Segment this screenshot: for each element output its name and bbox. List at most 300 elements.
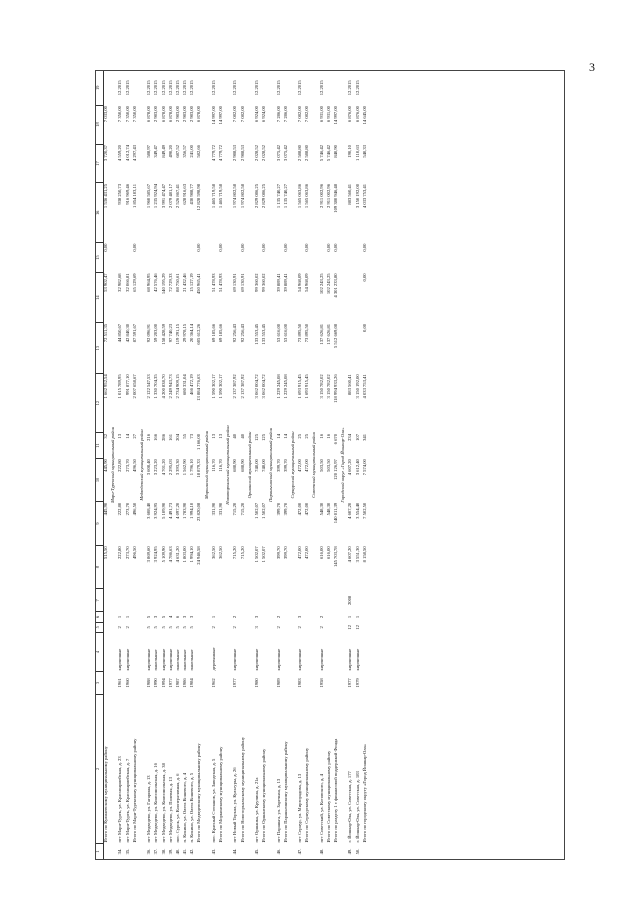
table-cell: 69 130,91 [232, 273, 238, 292]
table-cell [104, 632, 112, 671]
table-cell: 12.2015 [153, 80, 159, 96]
table-cell [305, 612, 312, 622]
table-cell: 1 803,00 [182, 546, 188, 563]
table-cell: 588,97 [146, 145, 152, 158]
table-cell: 445,90 [103, 459, 108, 472]
table-cell: 53 616,00 [275, 323, 281, 343]
table-cell: 3 150 782,02 [325, 374, 331, 399]
table-cell: 4 786,63 [167, 546, 173, 563]
table-cell: 13 [117, 433, 123, 439]
table-cell: 54 968,09 [297, 273, 303, 292]
table-cell: панельные [174, 649, 180, 671]
table-cell: 3 223,20 [153, 459, 159, 476]
table-cell: 18 879,33 [196, 459, 202, 478]
table-cell: 48. [318, 848, 324, 855]
table-cell [241, 843, 248, 859]
table-cell: 5 [167, 626, 173, 629]
table-cell: 222,80 [117, 546, 123, 559]
table-cell: 51 478,93 [218, 273, 223, 292]
table-cell: 40. [174, 848, 180, 855]
table-cell [241, 612, 248, 622]
table-cell [219, 622, 226, 632]
table-cell: Итого по Оршанскому муниципальному району [261, 748, 267, 843]
table-cell: 5 109,90 [160, 546, 166, 563]
table-cell: 2 911 002,96 [318, 184, 324, 208]
table-cell: 118 994 933,26 [333, 374, 338, 403]
table-cell: 1 166,00 [196, 433, 202, 451]
table-cell: 4 033 753,41 [361, 374, 367, 399]
table-cell: кирпичные [146, 648, 152, 671]
table-cell: 688,90 [232, 459, 238, 472]
table-cell: 1 [117, 615, 123, 619]
table-cell: 2 079 481,17 [167, 184, 173, 209]
table-cell [327, 622, 334, 632]
table-cell: 73 895,50 [304, 323, 310, 343]
table-cell: кирпичные [354, 648, 360, 671]
table-cell [104, 612, 112, 622]
table-cell: 5 [160, 626, 166, 629]
table-cell [334, 622, 341, 632]
table-cell [334, 612, 341, 622]
table-cell: 0,00 [361, 243, 367, 252]
table-cell [334, 632, 341, 671]
table-cell: 32 066,81 [124, 273, 130, 292]
table-cell: 23 820,08 [196, 502, 202, 522]
table-cell: 107 [354, 433, 360, 441]
table-cell [363, 612, 370, 622]
table-cell: 3 150 192,00 [354, 184, 360, 209]
table-cell: 715,20 [232, 546, 238, 559]
capital-repair-table [95, 70, 370, 860]
table-cell: 628 916,63 [182, 184, 188, 205]
table-cell: пгт Сернур, ул. Мирзорадова, д. 13 [297, 773, 303, 843]
table-cell: 605 612,26 [196, 323, 202, 345]
section-heading: Сернурский муниципальный район [289, 431, 295, 499]
table-cell: 4 559,20 [117, 145, 123, 162]
table-cell: 102 243,25 [325, 273, 331, 295]
table-cell: 119 291,15 [174, 323, 180, 345]
table-cell: 1990 [153, 678, 159, 688]
table-cell: 6 670 [333, 433, 338, 445]
table-cell: 1980 [253, 678, 259, 688]
table-cell: 1994 [160, 678, 166, 688]
table-cell: 216 [146, 433, 152, 441]
table-cell: 1960 [124, 678, 130, 688]
table-cell: 3 [253, 626, 259, 629]
table-cell: деревянные [210, 647, 216, 671]
table-cell: 286 [160, 433, 166, 441]
table-cell: 1 465 719,58 [218, 184, 223, 209]
table-cell [162, 589, 169, 612]
table-cell: панельные [189, 649, 195, 671]
table-cell: 2 983,00 [182, 106, 188, 123]
table-cell [334, 589, 341, 612]
table-cell: 362,50 [218, 546, 223, 559]
table-cell: 29 978,15 [182, 323, 188, 343]
table-cell: 12 828 598,98 [196, 184, 202, 211]
table-cell: 6 [174, 615, 180, 619]
table-cell: 938 250,73 [117, 184, 123, 205]
table-cell: 1 994,10 [189, 502, 195, 519]
table-cell: 35. [124, 848, 130, 855]
table-cell [327, 632, 334, 671]
table-cell: 1 590 302,17 [210, 374, 216, 399]
table-cell: 687,52 [174, 145, 180, 158]
table-cell: 688,90 [239, 459, 245, 472]
table-cell [305, 622, 312, 632]
table-cell [197, 589, 204, 612]
table-cell: кирпичные [318, 648, 324, 671]
table-cell: 137 626,81 [318, 323, 324, 345]
table-cell: 1 229 245,08 [282, 374, 288, 399]
table-cell: 1984 [189, 678, 195, 688]
table-cell: 273,70 [124, 502, 130, 516]
table-cell: 0,00 [239, 243, 245, 252]
table-cell [133, 612, 140, 622]
table-cell: 5 [182, 626, 188, 629]
table-cell: 87 591,67 [131, 323, 137, 343]
table-cell: 1 229 245,08 [275, 374, 281, 399]
table-cell: 2 [318, 626, 324, 629]
table-cell [262, 622, 269, 632]
table-cell: 1987 [174, 678, 180, 688]
table-cell [284, 622, 291, 632]
table-cell: 2 137 387,92 [239, 374, 245, 399]
table-cell: 12.2015 [189, 80, 195, 96]
table-cell: 1962 [210, 678, 216, 688]
table-cell: кирпичные [275, 648, 281, 671]
table-cell: 1 974 802,58 [232, 184, 238, 209]
table-cell: 97 740,23 [167, 323, 173, 343]
table-cell [262, 589, 269, 612]
table-cell: 5 [189, 626, 195, 629]
table-cell: 1983 [297, 678, 303, 688]
table-cell: 45. [253, 848, 259, 855]
table-cell: 3 150 782,02 [318, 374, 324, 399]
table-cell: 12.2015 [117, 80, 123, 96]
table-cell [104, 589, 112, 612]
table-cell: 2 [124, 626, 130, 629]
table-cell: 3 924,95 [153, 546, 159, 563]
table-cell: 16 [318, 433, 324, 439]
table-cell: 1 565 063,86 [297, 184, 303, 209]
table-cell: 2 829 086,25 [261, 184, 267, 209]
column-header: 15 [96, 243, 104, 273]
table-cell: 349,47 [153, 145, 159, 158]
page-number: 3 [589, 60, 595, 74]
table-cell: Итого по Новоторъяльскому муниципальному району [239, 736, 245, 843]
table-cell [162, 243, 169, 273]
table-cell: 4 097,20 [174, 502, 180, 519]
table-cell: 1 994,10 [189, 546, 195, 563]
table-cell: г. Йошкар-Ола, ул. Советская, д. 177 [347, 771, 353, 843]
table-cell [104, 71, 112, 106]
table-cell: 12.2015 [232, 80, 238, 96]
table-cell: 7 502,50 [361, 502, 367, 519]
table-cell: 1 330 704,35 [153, 374, 159, 399]
table-cell: 399,70 [282, 546, 288, 559]
table-cell: 99 360,02 [261, 273, 267, 292]
table-cell: 2 588,80 [297, 145, 303, 162]
table-cell [305, 71, 312, 106]
column-header: 2 [96, 694, 104, 843]
table-cell: 273,70 [124, 459, 130, 472]
table-cell [284, 71, 291, 106]
table-cell: 12.2015 [124, 80, 130, 96]
table-cell: 161 [167, 433, 173, 441]
table-cell: 99 360,02 [253, 273, 259, 292]
table-cell: 3 720,37 [103, 145, 108, 162]
table-cell: 849,49 [160, 145, 166, 158]
table-cell: пгт Медведево, ул. Гагарина, д. 13 [146, 775, 152, 843]
table-cell [262, 612, 269, 622]
table-cell [262, 843, 269, 859]
table-cell [241, 632, 248, 671]
table-cell [262, 632, 269, 671]
table-cell: 1977 [167, 678, 173, 688]
table-cell: 1 960 585,67 [146, 184, 152, 209]
table-cell: 39. [167, 848, 173, 855]
table-cell: кирпичные [297, 648, 303, 671]
section-heading: Городской округ «Город Йошкар-Ола» [340, 427, 346, 503]
table-cell: 13 [218, 433, 223, 439]
table-cell: 37. [153, 848, 159, 855]
table-cell: пгт Советский, ул. Котовского, д. 4 [318, 774, 324, 843]
table-cell: 515,50 [103, 546, 108, 559]
table-cell [219, 632, 226, 671]
table-cell: 44. [232, 848, 238, 855]
table-cell [277, 589, 284, 612]
table-cell: 69 185,66 [210, 323, 216, 343]
table-cell [284, 843, 291, 859]
table-cell [133, 622, 140, 632]
table-cell: пгт Новый Торъял, ул. Культуры, д. 26 [232, 767, 238, 843]
table-cell: 715,20 [239, 502, 245, 516]
table-cell: 3 075,42 [282, 145, 288, 162]
table-cell: 39 889,41 [282, 273, 288, 292]
table-cell: 12 [347, 625, 353, 630]
table-cell: 73 [189, 433, 195, 439]
table-cell: 503,50 [325, 459, 331, 472]
table-cell: пгт Медведево, ул. Полевая, д. 13 [167, 777, 173, 843]
table-cell [212, 589, 219, 612]
table-cell: пгт Параньга, ул. Заречная, д. 13 [275, 778, 281, 843]
table-cell: 3 869,60 [146, 546, 152, 563]
table-cell: 883 560,41 [347, 374, 353, 396]
table-cell: 472,00 [304, 546, 310, 559]
table-cell [348, 243, 355, 273]
table-cell: 2 249 943,73 [167, 374, 173, 399]
table-cell: 2 983,00 [153, 106, 159, 123]
table-cell: 1 [354, 615, 360, 619]
table-cell [305, 632, 312, 671]
column-header: 6 [96, 612, 104, 622]
table-cell [363, 622, 370, 632]
table-cell: кирпичные [347, 648, 353, 671]
table-cell: 1 974 802,58 [239, 184, 245, 209]
table-cell: 49. [347, 848, 353, 855]
table-cell: пос. Сурок, ул. Кооперативная, д. 6 [174, 773, 180, 843]
table-cell: 0,00 [361, 323, 367, 332]
table-cell: кирпичные [253, 648, 259, 671]
table-cell [305, 589, 312, 612]
table-cell: 0,00 [103, 243, 108, 252]
table-cell: г. Йошкар-Ола, ул. Советская, д. 183 [354, 771, 360, 843]
table-cell: 1 [210, 615, 216, 619]
table-cell: 2 122 547,53 [146, 374, 152, 399]
table-cell: 39 889,41 [275, 273, 281, 292]
table-cell: 2 [297, 626, 303, 629]
table-cell: кирпичные [232, 648, 238, 671]
table-cell: 88 750,61 [174, 273, 180, 292]
table-cell: 472,00 [304, 459, 310, 472]
table-cell: 362,50 [210, 546, 216, 559]
table-cell: 12.2015 [297, 80, 303, 96]
table-cell: 125 [261, 433, 267, 441]
table-cell: 8 158,50 [361, 546, 367, 563]
table-cell: 3 [253, 615, 259, 619]
table-cell: п. Кокино, ул. Олега Кошевого, д. 5 [189, 772, 195, 843]
table-cell [327, 671, 334, 694]
table-cell: 0,00 [261, 243, 267, 252]
table-cell: 1 502,07 [261, 502, 267, 519]
table-cell [118, 243, 125, 273]
table-cell: 14 [275, 433, 281, 439]
table-cell [219, 589, 226, 612]
table-cell: 27 [131, 433, 137, 439]
table-cell: 5 [146, 615, 152, 619]
section-heading: Мари-Турекский муниципальный район [110, 427, 116, 503]
table-cell: 540,33 [361, 145, 367, 158]
table-cell: 14 997,00 [210, 106, 216, 125]
table-cell: 5 [153, 626, 159, 629]
table-cell: 2 829 086,25 [253, 184, 259, 209]
table-cell [305, 843, 312, 859]
table-cell: Итого по Сернурскому муниципальному району [304, 747, 310, 843]
table-cell: 4 607,20 [347, 546, 353, 563]
section-heading: Моркинский муниципальный район [203, 430, 209, 500]
table-cell: кирпичные [117, 648, 123, 671]
column-header: 9 [96, 502, 104, 546]
table-cell [183, 243, 190, 273]
table-cell: 4 301 233,80 [333, 273, 338, 298]
table-cell: 3 075,42 [275, 145, 281, 162]
table-cell: 5 [160, 615, 166, 619]
table-cell: 32 [103, 433, 108, 439]
table-cell: 0,00 [131, 243, 137, 252]
table-cell: 715,20 [232, 502, 238, 516]
table-cell: 2 [232, 626, 238, 629]
table-cell: 341 [361, 433, 367, 441]
table-cell: 496,50 [131, 459, 137, 472]
table-cell: Итого по разделу 1 с финансовой поддержкой Фонда [333, 738, 338, 843]
table-cell: 2 295,03 [167, 459, 173, 476]
table-cell: 472,00 [297, 502, 303, 516]
table-cell: 466 472,19 [189, 374, 195, 396]
table-cell: 548,30 [318, 502, 324, 516]
table-cell: 140 011,39 [333, 502, 338, 524]
table-cell: 0,00 [218, 243, 223, 252]
table-cell: 4 [167, 615, 173, 619]
table-cell: 1 502,07 [261, 546, 267, 563]
table-cell: 472,00 [304, 502, 310, 516]
table-cell: 840,90 [333, 145, 338, 158]
table-cell: 7 082,00 [304, 106, 310, 123]
table-cell [334, 671, 341, 694]
table-cell: 2 [232, 615, 238, 619]
table-cell: 331,90 [210, 502, 216, 516]
table-cell: 399,70 [282, 459, 288, 472]
table-cell: панельные [153, 649, 159, 671]
table-cell: 51 478,93 [210, 273, 216, 292]
table-cell [241, 671, 248, 694]
table-cell: 43. [210, 848, 216, 855]
table-cell [154, 589, 161, 612]
table-cell: 3 991 474,47 [160, 184, 166, 209]
table-cell [133, 671, 140, 694]
table-cell: 3 [297, 615, 303, 619]
table-cell [147, 243, 154, 273]
table-cell [169, 243, 176, 273]
table-cell: пгт Медведево, ул. Комсомольская, д. 38 [160, 763, 166, 843]
table-cell: 6 878,00 [146, 106, 152, 123]
table-cell: 2008 [347, 595, 353, 605]
table-cell [363, 632, 370, 671]
table-cell: 12.2015 [160, 80, 166, 96]
table-cell: 0,00 [325, 243, 331, 252]
table-cell: Итого по Кулмаевскому муниципальному району [103, 746, 108, 843]
table-cell: 145 703,78 [333, 546, 338, 568]
table-cell: 3 551,30 [354, 546, 360, 563]
table-cell: 1 565 063,86 [304, 184, 310, 209]
table-cell: 2 588,80 [304, 145, 310, 162]
table-cell: 13 884 776,63 [196, 374, 202, 401]
table-cell: 6 878,00 [196, 106, 202, 123]
table-cell: 12 [354, 625, 360, 630]
table-cell: 3 612,40 [354, 459, 360, 476]
column-header: 4 [96, 632, 104, 671]
rotated-table-page [95, 70, 565, 860]
table-cell: 6 924,00 [261, 106, 267, 123]
table-cell: 140 195,29 [160, 273, 166, 295]
table-cell: 12.2015 [182, 80, 188, 96]
table-cell: 4 631,20 [174, 546, 180, 563]
table-cell: кирпичные [160, 648, 166, 671]
table-cell: 1 465 719,58 [210, 184, 216, 209]
table-cell: 32 982,68 [117, 273, 123, 292]
table-cell: 2 [117, 626, 123, 629]
table-cell: 55 [182, 433, 188, 439]
table-cell: 7 082,00 [232, 106, 238, 123]
table-cell: 1 796,10 [189, 459, 195, 476]
table-cell: 5 512 669,08 [333, 323, 338, 349]
table-cell: 6 876,00 [347, 106, 353, 123]
table-cell: 5 746,42 [325, 145, 331, 162]
table-cell [197, 622, 204, 632]
table-cell: 14 997,00 [218, 106, 223, 125]
column-header: 13 [96, 323, 104, 373]
table-cell: панельные [182, 649, 188, 671]
table-cell: 14 997,00 [333, 106, 338, 125]
table-cell: 0,00 [361, 273, 367, 282]
table-cell: 222,80 [117, 459, 123, 472]
table-cell: 116,70 [218, 459, 223, 472]
table-cell [133, 589, 140, 612]
table-cell: 1 693 915,45 [297, 374, 303, 399]
table-cell: 748,00 [253, 459, 259, 472]
section-heading: Оршанский муниципальный район [246, 431, 252, 499]
table-cell: 399,70 [275, 459, 281, 472]
